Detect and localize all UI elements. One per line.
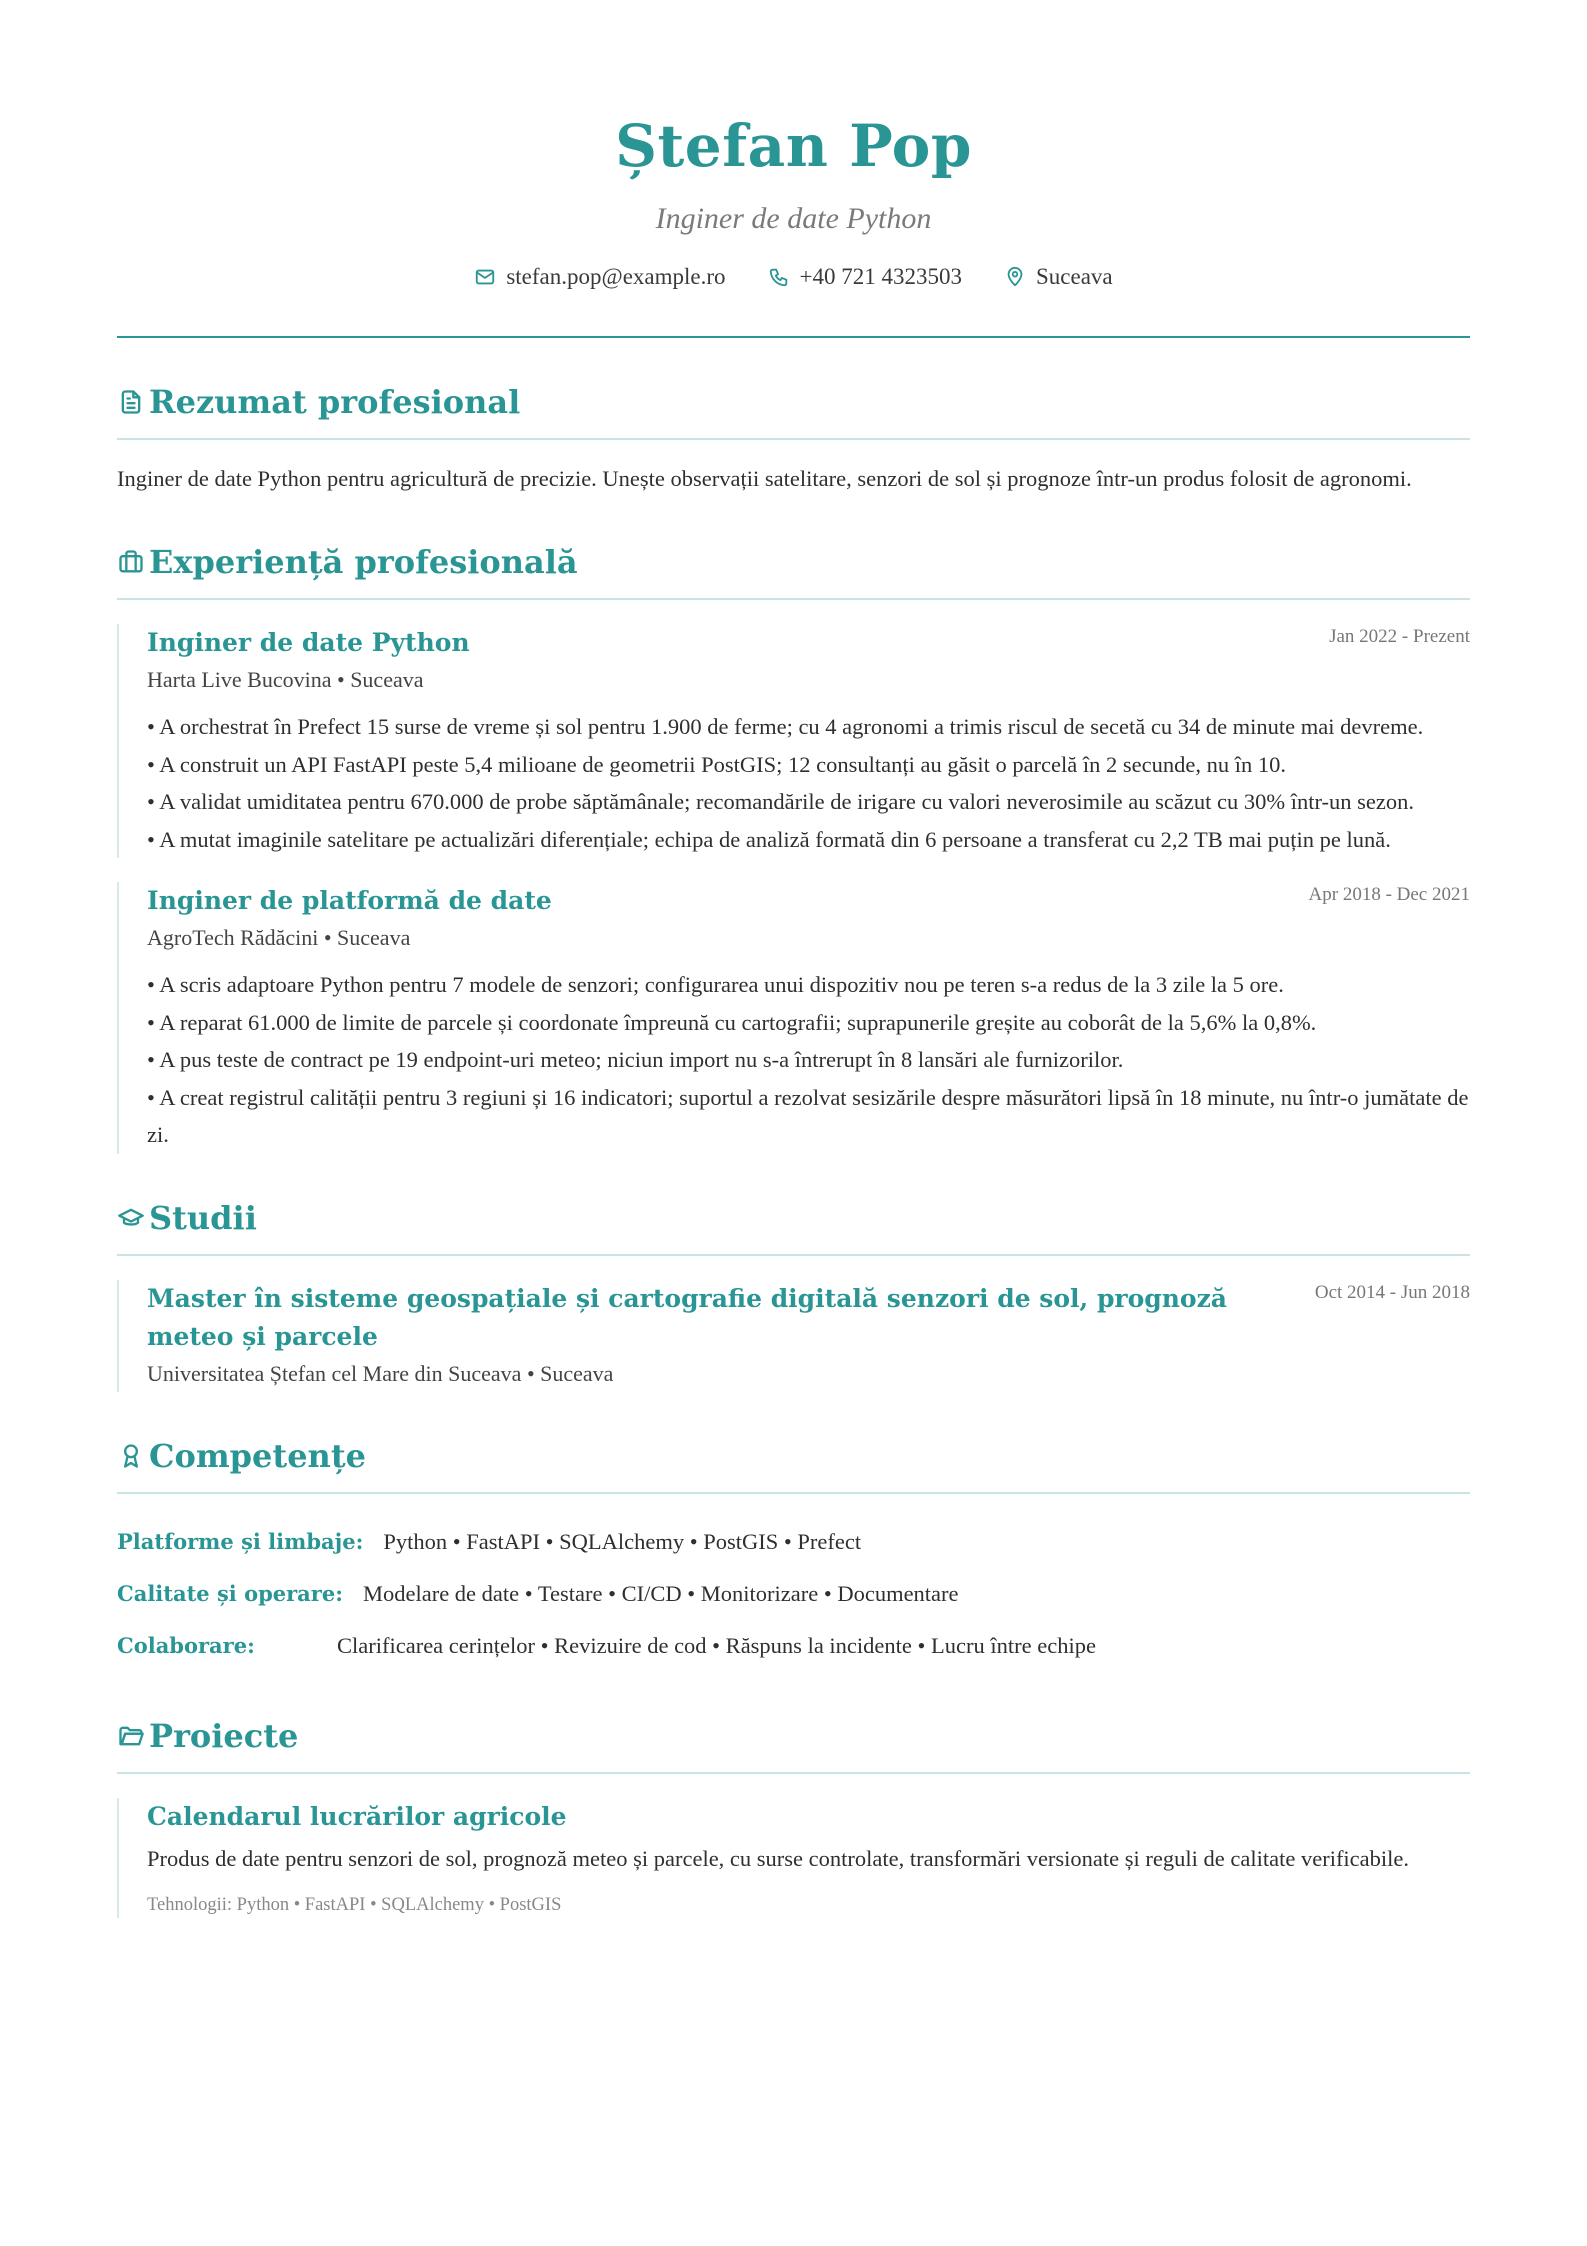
section-title: Studii	[149, 1198, 257, 1237]
project-name: Calendarul lucrărilor agricole	[147, 1801, 567, 1831]
job-company: AgroTech Rădăcini • Suceava	[147, 925, 411, 950]
education-dates: Oct 2014 - Jun 2018	[1314, 1281, 1470, 1303]
job-bullet: • A mutat imaginile satelitare pe actualizări diferențiale; echipa de analiză formată din 6 persoane a transferat cu 2,2 TB mai puțin pe lună.	[147, 826, 1391, 852]
mail-icon	[474, 266, 496, 288]
phone-text: +40 721 4323503	[799, 264, 962, 289]
school-name: Universitatea Ștefan cel Mare din Suceava • Suceava	[147, 1360, 614, 1386]
email-text: stefan.pop@example.ro	[506, 264, 726, 289]
contact-row	[117, 262, 1470, 292]
skill-values: Python • FastAPI • SQLAlchemy • PostGIS • Prefect	[383, 1528, 862, 1554]
job-bullet: • A creat registrul calității pentru 3 regiuni și 16 indicatori; suportul a rezolvat sesizările despre măsurători lipsă în 18 minute, nu într-o jumătate de zi.	[147, 1084, 1469, 1147]
briefcase-icon	[117, 548, 145, 576]
job-bullet: • A orchestrat în Prefect 15 surse de vreme și sol pentru 1.900 de ferme; cu 4 agronomi a trimis riscul de secetă cu 34 de minute mai devreme.	[147, 714, 1424, 739]
section-title: Experiență profesională	[149, 543, 578, 581]
skills-list	[117, 1516, 1470, 1672]
candidate-role: Inginer de date Python	[655, 202, 932, 235]
skill-values: Modelare de date • Testare • CI/CD • Monitorizare • Documentare	[362, 1580, 959, 1606]
project-entry	[117, 1798, 1470, 1918]
section-heading	[117, 1198, 1470, 1256]
degree-title: Master în sisteme geospațiale și cartografie digitală senzori de sol, prognoză meteo și parcele	[147, 1283, 1228, 1351]
section-title: Rezumat profesional	[149, 383, 521, 421]
job-title: Inginer de date Python	[147, 628, 470, 657]
phone-icon	[768, 266, 790, 288]
job-dates: Jan 2022 - Prezent	[1329, 626, 1470, 647]
contact-phone[interactable]	[768, 262, 962, 292]
skill-values: Clarificarea cerințelor • Revizuire de cod • Răspuns la incidente • Lucru între echipe	[337, 1632, 1096, 1658]
skill-label: Colaborare:	[117, 1632, 255, 1658]
summary-section	[117, 382, 1470, 498]
graduation-cap-icon	[117, 1204, 145, 1232]
section-title: Competențe	[149, 1436, 366, 1475]
skill-row	[117, 1620, 1470, 1672]
skill-row	[117, 1516, 1470, 1568]
job-bullet: • A validat umiditatea pentru 670.000 de probe săptămânale; recomandările de irigare cu valori neverosimile au scăzut cu 30% într-un sezon.	[147, 789, 1414, 814]
education-section	[117, 1198, 1470, 1392]
contact-email[interactable]	[474, 262, 725, 292]
job-dates: Apr 2018 - Dec 2021	[1308, 884, 1470, 905]
job-bullet: • A construit un API FastAPI peste 5,4 milioane de geometrii PostGIS; 12 consultanți au găsit o parcelă în 2 secunde, nu în 10.	[147, 751, 1286, 777]
experience-section	[117, 542, 1470, 1154]
section-heading	[117, 542, 1470, 600]
contact-location	[1004, 262, 1113, 292]
folder-icon	[117, 1722, 145, 1750]
job-bullets	[147, 966, 1470, 1154]
location-text: Suceava	[1036, 264, 1113, 289]
experience-entry	[117, 624, 1470, 858]
resume-header	[117, 0, 1470, 338]
job-bullets	[147, 708, 1470, 858]
skills-section	[117, 1436, 1470, 1672]
summary-text: Inginer de date Python pentru agricultură de precizie. Unește observații satelitare, senzori de sol și prognoze într-un produs folosit de agronomi.	[117, 466, 1412, 491]
candidate-name: Ștefan Pop	[615, 112, 972, 180]
section-heading	[117, 1716, 1470, 1774]
projects-section	[117, 1716, 1470, 1918]
job-bullet: • A reparat 61.000 de limite de parcele și coordonate împreună cu cartografii; suprapunerile greșite au coborât de la 5,6% la 0,8%.	[147, 1009, 1317, 1035]
document-icon	[117, 388, 145, 416]
section-heading	[117, 1436, 1470, 1494]
skill-label: Calitate și operare:	[117, 1580, 343, 1606]
award-icon	[117, 1442, 145, 1470]
section-heading	[117, 382, 1470, 440]
experience-entry	[117, 882, 1470, 1154]
skill-row	[117, 1568, 1470, 1620]
project-technologies: Tehnologii: Python • FastAPI • SQLAlchemy • PostGIS	[147, 1894, 562, 1915]
skill-label: Platforme și limbaje:	[117, 1528, 364, 1554]
map-pin-icon	[1004, 266, 1026, 288]
section-title: Proiecte	[149, 1716, 299, 1755]
project-description: Produs de date pentru senzori de sol, prognoză meteo și parcele, cu surse controlate, transformări versionate și reguli de calitate verificabile.	[147, 1845, 1410, 1871]
job-bullet: • A scris adaptoare Python pentru 7 modele de senzori; configurarea unui dispozitiv nou pe teren s-a redus de la 3 zile la 5 ore.	[147, 972, 1284, 997]
job-bullet: • A pus teste de contract pe 19 endpoint-uri meteo; niciun import nu s-a întrerupt în 8 lansări ale furnizorilor.	[147, 1047, 1124, 1072]
header-divider	[117, 336, 1470, 338]
job-company: Harta Live Bucovina • Suceava	[147, 667, 424, 692]
education-entry	[117, 1280, 1470, 1392]
job-title: Inginer de platformă de date	[147, 886, 552, 915]
